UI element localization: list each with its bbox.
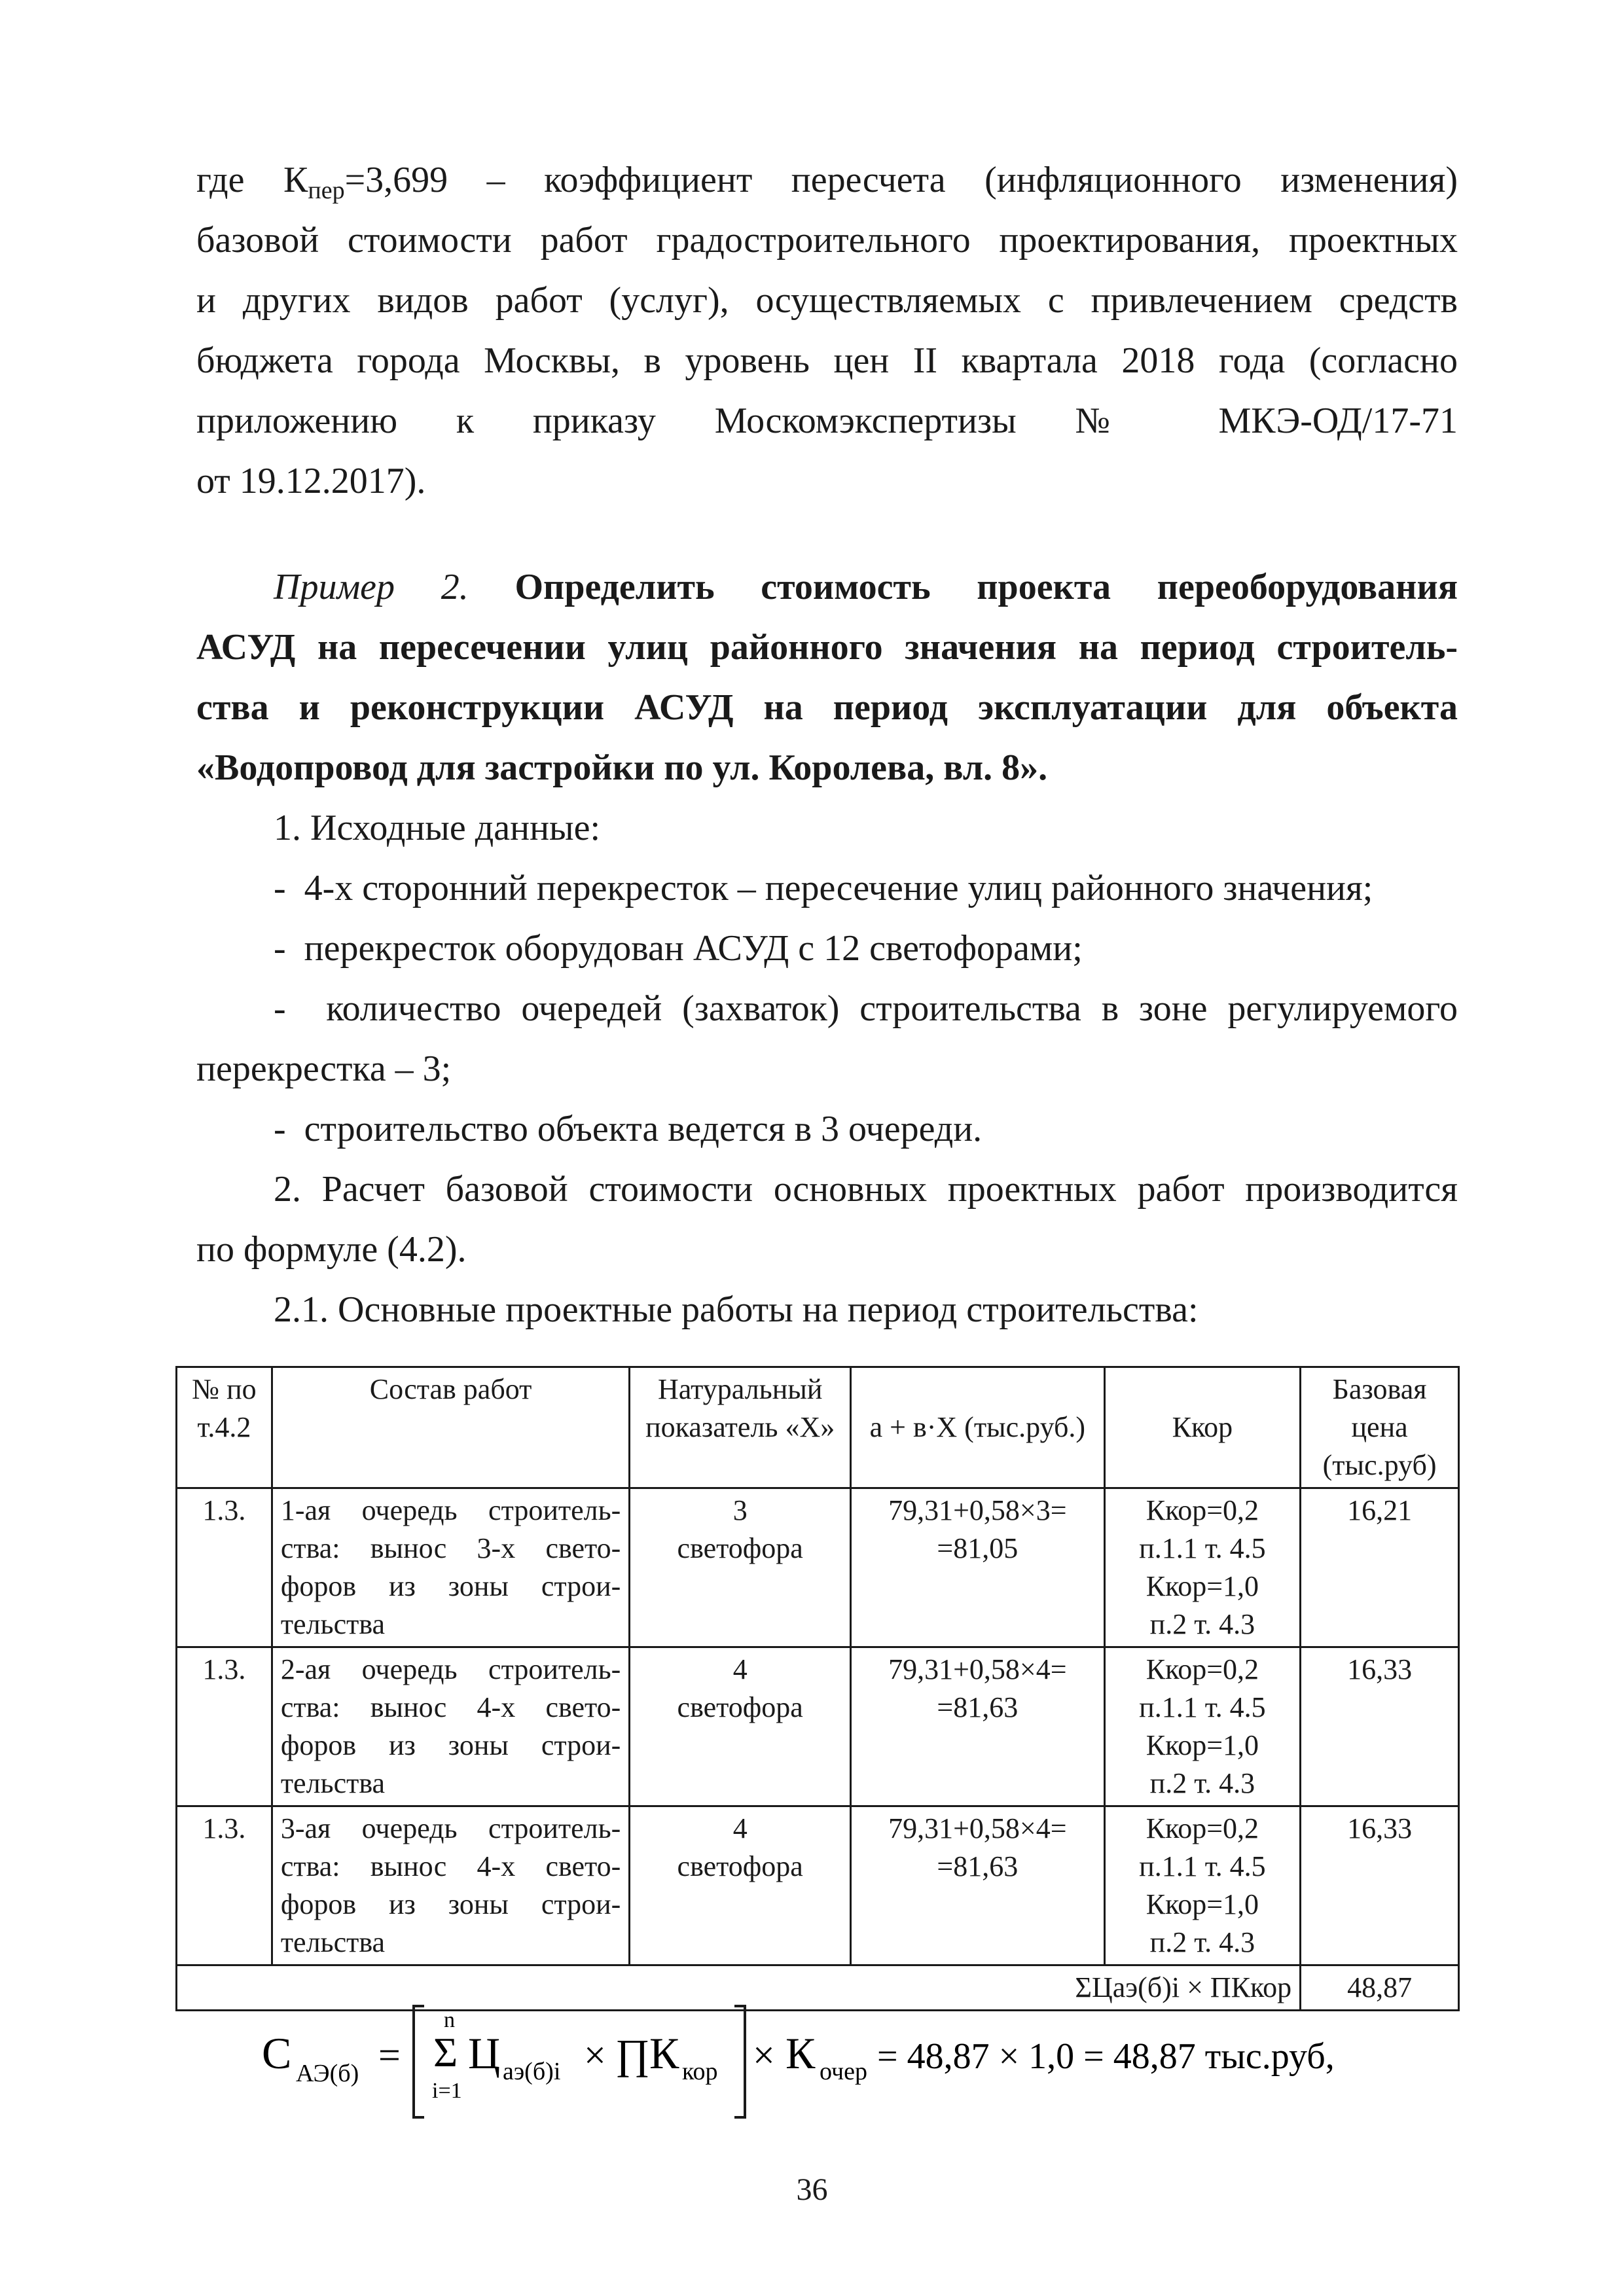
header-num: № по т.4.2: [177, 1367, 272, 1488]
cost-formula: [262, 1993, 1506, 2124]
total-value: 48,87: [1301, 1965, 1459, 2011]
formula-lhs: С: [262, 2028, 292, 2078]
kq-sub: очер: [820, 2058, 867, 2085]
list-item: - перекресток оборудован АСУД с 12 светофорами;: [274, 928, 1083, 969]
intro-line-4: бюджета города Москвы, в уровень цен II квартала 2018 года (согласно: [196, 340, 1458, 381]
right-bracket-icon: [734, 2006, 745, 2117]
row-num: 1.3.: [177, 1806, 272, 1965]
list-item-text: перекресток оборудован АСУД с 12 светофорами;: [304, 928, 1083, 969]
row-price: 16,33: [1301, 1647, 1459, 1806]
text: где К: [196, 160, 308, 200]
row-price: 16,33: [1301, 1806, 1459, 1965]
example-line-4: «Водопровод для застройки по ул. Королева, вл. 8».: [196, 747, 1048, 788]
formula-equals: =: [378, 2034, 401, 2077]
header-formula: а + в·Х (тыс.руб.): [851, 1367, 1105, 1488]
list-item: - 4-х сторонний перекресток – пересечение улиц районного значения;: [274, 868, 1373, 908]
calc-line-1: 2. Расчет базовой стоимости основных проектных работ производится: [274, 1169, 1458, 1210]
row-k: Ккор=0,2 п.1.1 т. 4.5 Ккор=1,0 п.2 т. 4.3: [1104, 1647, 1301, 1806]
row-price: 16,21: [1301, 1488, 1459, 1647]
row-work: 2-ая очередь строитель-ства: вынос 4-х свето-форов из зоны строи-тельства: [272, 1647, 630, 1806]
row-natural: 3 светофора: [630, 1488, 851, 1647]
left-bracket-icon: [414, 2006, 424, 2117]
list-item-continued: перекрестка – 3;: [196, 1049, 452, 1089]
total-label: ΣЦаэ(б)i × ПКкор: [177, 1965, 1301, 2011]
example-line-2: АСУД на пересечении улиц районного значения на период строитель-: [196, 627, 1458, 668]
list-item-text: 4-х сторонний перекресток – пересечение улиц районного значения;: [304, 868, 1373, 908]
table-row: [177, 1806, 1459, 1965]
intro-line-5: приложению к приказу Москомэкспертизы № МКЭ-ОД/17-71: [196, 401, 1458, 441]
sum-top: n: [444, 2008, 455, 2032]
page-number: 36: [796, 2172, 828, 2207]
subscript: пер: [308, 177, 345, 204]
source-heading: 1. Исходные данные:: [274, 808, 601, 848]
table-row: [177, 1488, 1459, 1647]
sub-heading: 2.1. Основные проектные работы на период строительства:: [274, 1289, 1199, 1330]
example-title: Определить стоимость проекта переоборудования: [514, 567, 1458, 607]
formula-lhs-sub: АЭ(б): [296, 2060, 359, 2087]
row-natural: 4 светофора: [630, 1806, 851, 1965]
row-k: Ккор=0,2 п.1.1 т. 4.5 Ккор=1,0 п.2 т. 4.3: [1104, 1488, 1301, 1647]
kq-symbol: К: [785, 2028, 816, 2078]
table-header-row: [177, 1367, 1459, 1488]
calc-line-2: по формуле (4.2).: [196, 1229, 467, 1270]
k-sub: кор: [682, 2058, 718, 2085]
list-item-text: количество очередей (захваток) строительства в зоне регулируемого: [326, 988, 1458, 1029]
row-work: 3-ая очередь строитель-ства: вынос 4-х свето-форов из зоны строи-тельства: [272, 1806, 630, 1965]
text: =3,699 – коэффициент пересчета (инфляционного изменения): [344, 160, 1458, 200]
row-formula: 79,31+0,58×3= =81,05: [851, 1488, 1105, 1647]
header-k: Ккор: [1104, 1367, 1301, 1488]
row-num: 1.3.: [177, 1647, 272, 1806]
example-line-1: [274, 556, 1458, 619]
header-natural: Натуральный показатель «Х»: [630, 1367, 851, 1488]
intro-line-6: от 19.12.2017).: [196, 461, 426, 501]
row-k: Ккор=0,2 п.1.1 т. 4.5 Ккор=1,0 п.2 т. 4.3: [1104, 1806, 1301, 1965]
example-label: Пример 2.: [274, 567, 469, 607]
list-item-text: строительство объекта ведется в 3 очереди.: [304, 1109, 983, 1149]
price-sub: аэ(б)i: [503, 2058, 561, 2085]
row-formula: 79,31+0,58×4= =81,63: [851, 1647, 1105, 1806]
row-natural: 4 светофора: [630, 1647, 851, 1806]
times-sign: ×: [584, 2034, 606, 2077]
row-num: 1.3.: [177, 1488, 272, 1647]
row-formula: 79,31+0,58×4= =81,63: [851, 1806, 1105, 1965]
price-symbol: Ц: [468, 2028, 501, 2078]
times-sign-2: ×: [753, 2034, 775, 2077]
product-icon: ∏: [615, 2031, 650, 2077]
sum-bottom: i=1: [432, 2079, 462, 2103]
list-item: - количество очередей (захваток) строительства в зоне регулируемого: [274, 988, 1458, 1029]
cost-table: [175, 1366, 1460, 2011]
row-work: 1-ая очередь строитель-ства: вынос 3-х свето-форов из зоны строи-тельства: [272, 1488, 630, 1647]
table-row: [177, 1647, 1459, 1806]
intro-line-1: [196, 149, 1458, 211]
header-price: Базовая цена (тыс.руб): [1301, 1367, 1459, 1488]
header-work: Состав работ: [272, 1367, 630, 1488]
formula-tail: = 48,87 × 1,0 = 48,87 тыс.руб,: [877, 2036, 1335, 2077]
example-line-3: ства и реконструкции АСУД на период эксплуатации для объекта: [196, 687, 1458, 728]
intro-line-2: базовой стоимости работ градостроительного проектирования, проектных: [196, 220, 1458, 260]
intro-line-3: и других видов работ (услуг), осуществляемых с привлечением средств: [196, 280, 1458, 321]
k-symbol: К: [649, 2028, 679, 2078]
sigma-icon: Σ: [433, 2029, 458, 2075]
list-item: - строительство объекта ведется в 3 очереди.: [274, 1109, 983, 1149]
